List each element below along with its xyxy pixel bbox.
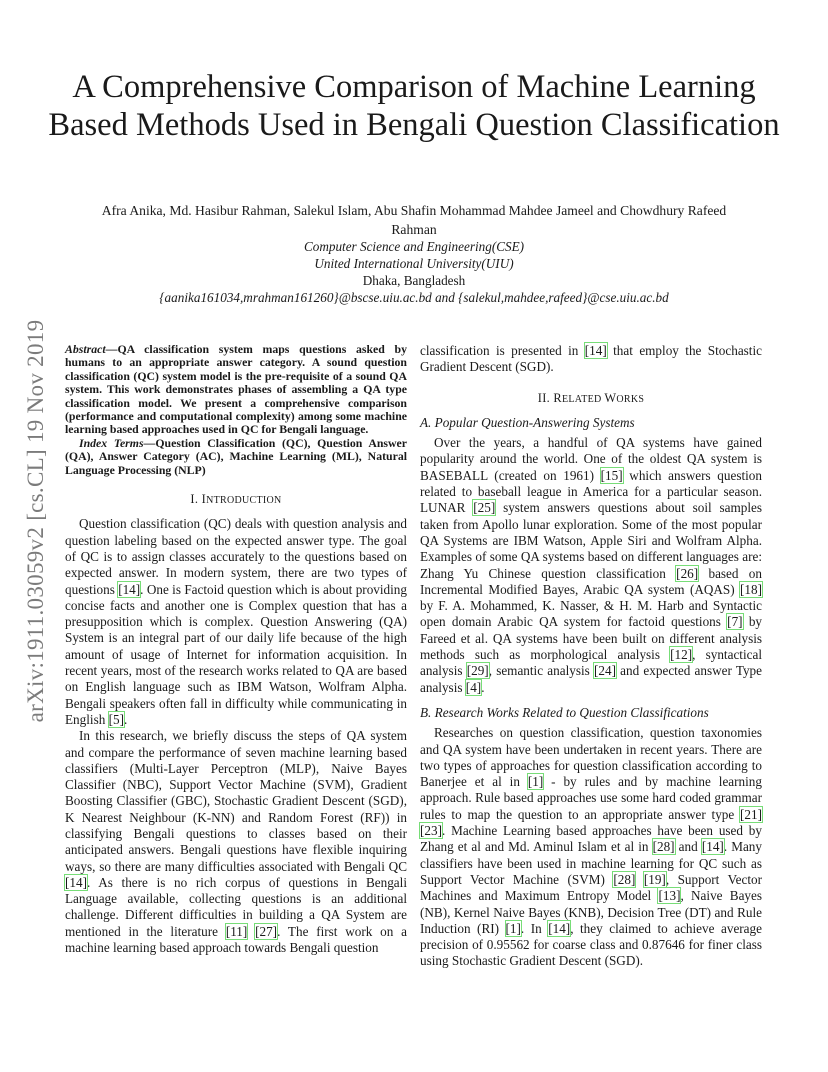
- left-column: [65, 343, 407, 956]
- citation-link[interactable]: [1]: [505, 920, 521, 936]
- citation-link[interactable]: [25]: [473, 500, 496, 516]
- text-run: by Fareed et al. QA systems have been built on different analysis methods such as morphological analysis: [420, 614, 763, 663]
- text-run: . The first work on a machine learning based approach towards Bengali question: [65, 923, 407, 956]
- text-run: , syntactical analysis: [420, 647, 762, 679]
- text-run: In this research, we briefly discuss the steps of QA system and compare the performance of seven machine learning based classifiers (Multi-Layer Perceptron (MLP), Naive Bayes Classifier (NBC), Support Vector Machine (SVM), Gradient Boosting Classifier (GBC), Stochastic Gradient Descent (SGD), K Nearest Neighbour (K-NN) and Random Forest (RF)) in classifying Bengali questions to classes based on their anticipated answers. Bengali questions have flexible inquiring ways, so there are many difficulties associated with Bengali QC: [65, 728, 407, 874]
- index-terms-label: Index Terms: [79, 435, 144, 450]
- text-run: which answers question related to baseball league in America for a particular season. LUNAR: [420, 467, 762, 516]
- text-run: Over the years, a handful of QA systems have gained popularity around the world. One of the oldest QA system is BASEBALL (created on 1961): [420, 435, 762, 483]
- citation-link[interactable]: [26]: [676, 565, 699, 581]
- intro-paragraph-1: [65, 516, 407, 728]
- citation-link[interactable]: [14]: [584, 343, 607, 358]
- text-run: Question classification (QC) deals with question analysis and question labeling based on the expected answer type. The goal of QC is to assign classes accurately to the questions based on expected answer. In modern system, there are two types of questions: [65, 516, 407, 597]
- text-run: .: [123, 711, 128, 727]
- email-group-2: {salekul,mahdee,rafeed}@cse.uiu.ac.bd: [458, 290, 669, 305]
- section-heading-introduction: I. INTRODUCTION: [190, 492, 282, 507]
- citation-link[interactable]: [18]: [740, 581, 762, 597]
- citation-link[interactable]: [1]: [527, 774, 544, 790]
- citation-link[interactable]: [14]: [65, 874, 87, 890]
- email-conjunction: and: [431, 290, 459, 305]
- citation-link[interactable]: [14]: [548, 920, 571, 936]
- text-run: . Machine Learning based approaches have been used by Zhang et al and Md. Aminul Islam et al in: [420, 823, 762, 855]
- text-run: . One is Factoid question which is about providing concise facts and another one is Complex question that has a presupposition which is complex. Question Answering (QA) System is an integral part of our daily life because of the high amount of usage of Internet for information acquisition. In recent years, most of the research works related to QA are based on English language such as IBM Watson, Wolfram Alpha. Bengali speakers often fall in difficulty while communicating in English: [65, 581, 407, 727]
- text-run: . In: [520, 920, 549, 936]
- affiliation-city: Dhaka, Bangladesh: [362, 273, 466, 288]
- subsection-heading-b: B. Research Works Related to Question Classifications: [420, 704, 709, 720]
- affiliation-department: Computer Science and Engineering(CSE): [303, 239, 525, 254]
- email-group-1: {aanika161034,mrahman161260}@bscse.uiu.ac.bd: [159, 290, 432, 305]
- text-run: by F. A. Mohammed, K. Nasser, & H. M. Harb and Syntactic open domain Arabic QA system for factoid questions: [420, 598, 762, 630]
- author-list: Afra Anika, Md. Hasibur Rahman, Salekul Islam, Abu Shafin Mohammad Mahdee Jameel and Chowdhury Rafeed Rahman: [101, 203, 727, 237]
- index-terms: Index Terms—Question Classification (QC), Question Answer (QA), Answer Category (AC), Machine Learning (ML), Natural Language Processing (NLP): [65, 435, 407, 477]
- abstract-label: Abstract: [65, 342, 106, 356]
- citation-link[interactable]: [14]: [118, 581, 141, 597]
- author-emails: [80, 289, 748, 306]
- citation-link[interactable]: [21]: [740, 806, 762, 822]
- affiliation-university: United International University(UIU): [314, 256, 514, 271]
- paper-title: A Comprehensive Comparison of Machine Learning Based Methods Used in Bengali Question Classification: [48, 69, 780, 143]
- text-run: Researches on question classification, question taxonomies and QA system have been undertaken in recent years. There are two types of approaches for question classification according to Banerjee et al in: [420, 725, 762, 790]
- text-run: . As there is no rich corpus of questions in Bengali Language available, collecting questions is an additional challenge. Different difficulties in building a QA System are mentioned in the literature: [65, 874, 407, 939]
- text-run: - by rules and by machine learning approach. Rule based approaches use some hard coded grammar rules to map the question to an appropriate answer type: [420, 774, 762, 822]
- citation-link[interactable]: [24]: [593, 663, 616, 679]
- citation-link[interactable]: [4]: [465, 679, 482, 695]
- citation-link[interactable]: [29]: [466, 663, 489, 679]
- citation-link[interactable]: [28]: [652, 839, 675, 855]
- text-run: [247, 924, 255, 939]
- intro-paragraph-2: [65, 728, 407, 956]
- abstract-block: [65, 343, 407, 477]
- citation-link[interactable]: [7]: [727, 614, 743, 630]
- related-paragraph-a: [420, 435, 762, 696]
- related-paragraph-b: [420, 725, 762, 969]
- citation-link[interactable]: [11]: [225, 923, 248, 939]
- text-run: . Many classifiers have been used in machine learning for QC such as Support Vector Machine (SVM): [420, 839, 762, 887]
- subsection-heading-a: A. Popular Question-Answering Systems: [420, 414, 635, 430]
- text-run: classification is presented in: [420, 343, 585, 358]
- text-run: , semantic analysis: [488, 663, 594, 679]
- text-run: based on Incremental Modified Bayes, Arabic QA system (AQAS): [420, 565, 762, 597]
- text-run: and: [674, 839, 702, 855]
- text-run: , they claimed to achieve average precision of 0.95562 for coarse class and 0.87646 for finer class using Stochastic Gradient Descent (SGD).: [420, 920, 762, 969]
- citation-link[interactable]: [13]: [658, 888, 681, 904]
- text-run: .: [481, 679, 485, 695]
- citation-link[interactable]: [14]: [701, 839, 724, 855]
- arxiv-identifier: arXiv:1911.03059v2 [cs.CL] 19 Nov 2019: [23, 319, 48, 723]
- continued-paragraph: [420, 343, 762, 376]
- citation-link[interactable]: [15]: [600, 467, 623, 483]
- text-run: that employ the Stochastic Gradient Descent (SGD).: [420, 343, 762, 375]
- section-heading-related-works: II. RELATED WORKS: [537, 390, 645, 405]
- text-run: and expected answer Type analysis: [420, 663, 762, 695]
- abstract-text: Abstract—QA classification system maps questions asked by humans to an appropriate answer category. A sound question classification (QC) system model is the pre-requisite of a sound QA system. This work demonstrates phases of assembling a QA type classification model. We present a comprehensive comparison (performance and computational complexity) among some machine learning based approaches used in QC for Bengali language.: [65, 342, 407, 437]
- text-run: system answers questions about soil samples taken from Apollo lunar exploration. Some of the most popular QA Systems are IBM Watson, Apple Siri and Wolfram Alpha. Examples of some QA systems based on different languages are: Zhang Yu Chinese question classification: [420, 500, 762, 581]
- right-column: [420, 343, 762, 970]
- text-run: [635, 872, 643, 887]
- citation-link[interactable]: [28]: [613, 871, 636, 887]
- text-run: , Naive Bayes (NB), Kernel Naive Bayes (KNB), Decision Tree (DT) and Rule Induction (RI): [420, 888, 763, 936]
- citation-link[interactable]: [23]: [420, 823, 442, 839]
- citation-link[interactable]: [5]: [108, 711, 124, 727]
- text-run: , Support Vector Machines and Maximum Entropy Model: [420, 871, 763, 904]
- citation-link[interactable]: [19]: [643, 871, 666, 887]
- citation-link[interactable]: [27]: [255, 923, 278, 939]
- citation-link[interactable]: [12]: [670, 647, 693, 663]
